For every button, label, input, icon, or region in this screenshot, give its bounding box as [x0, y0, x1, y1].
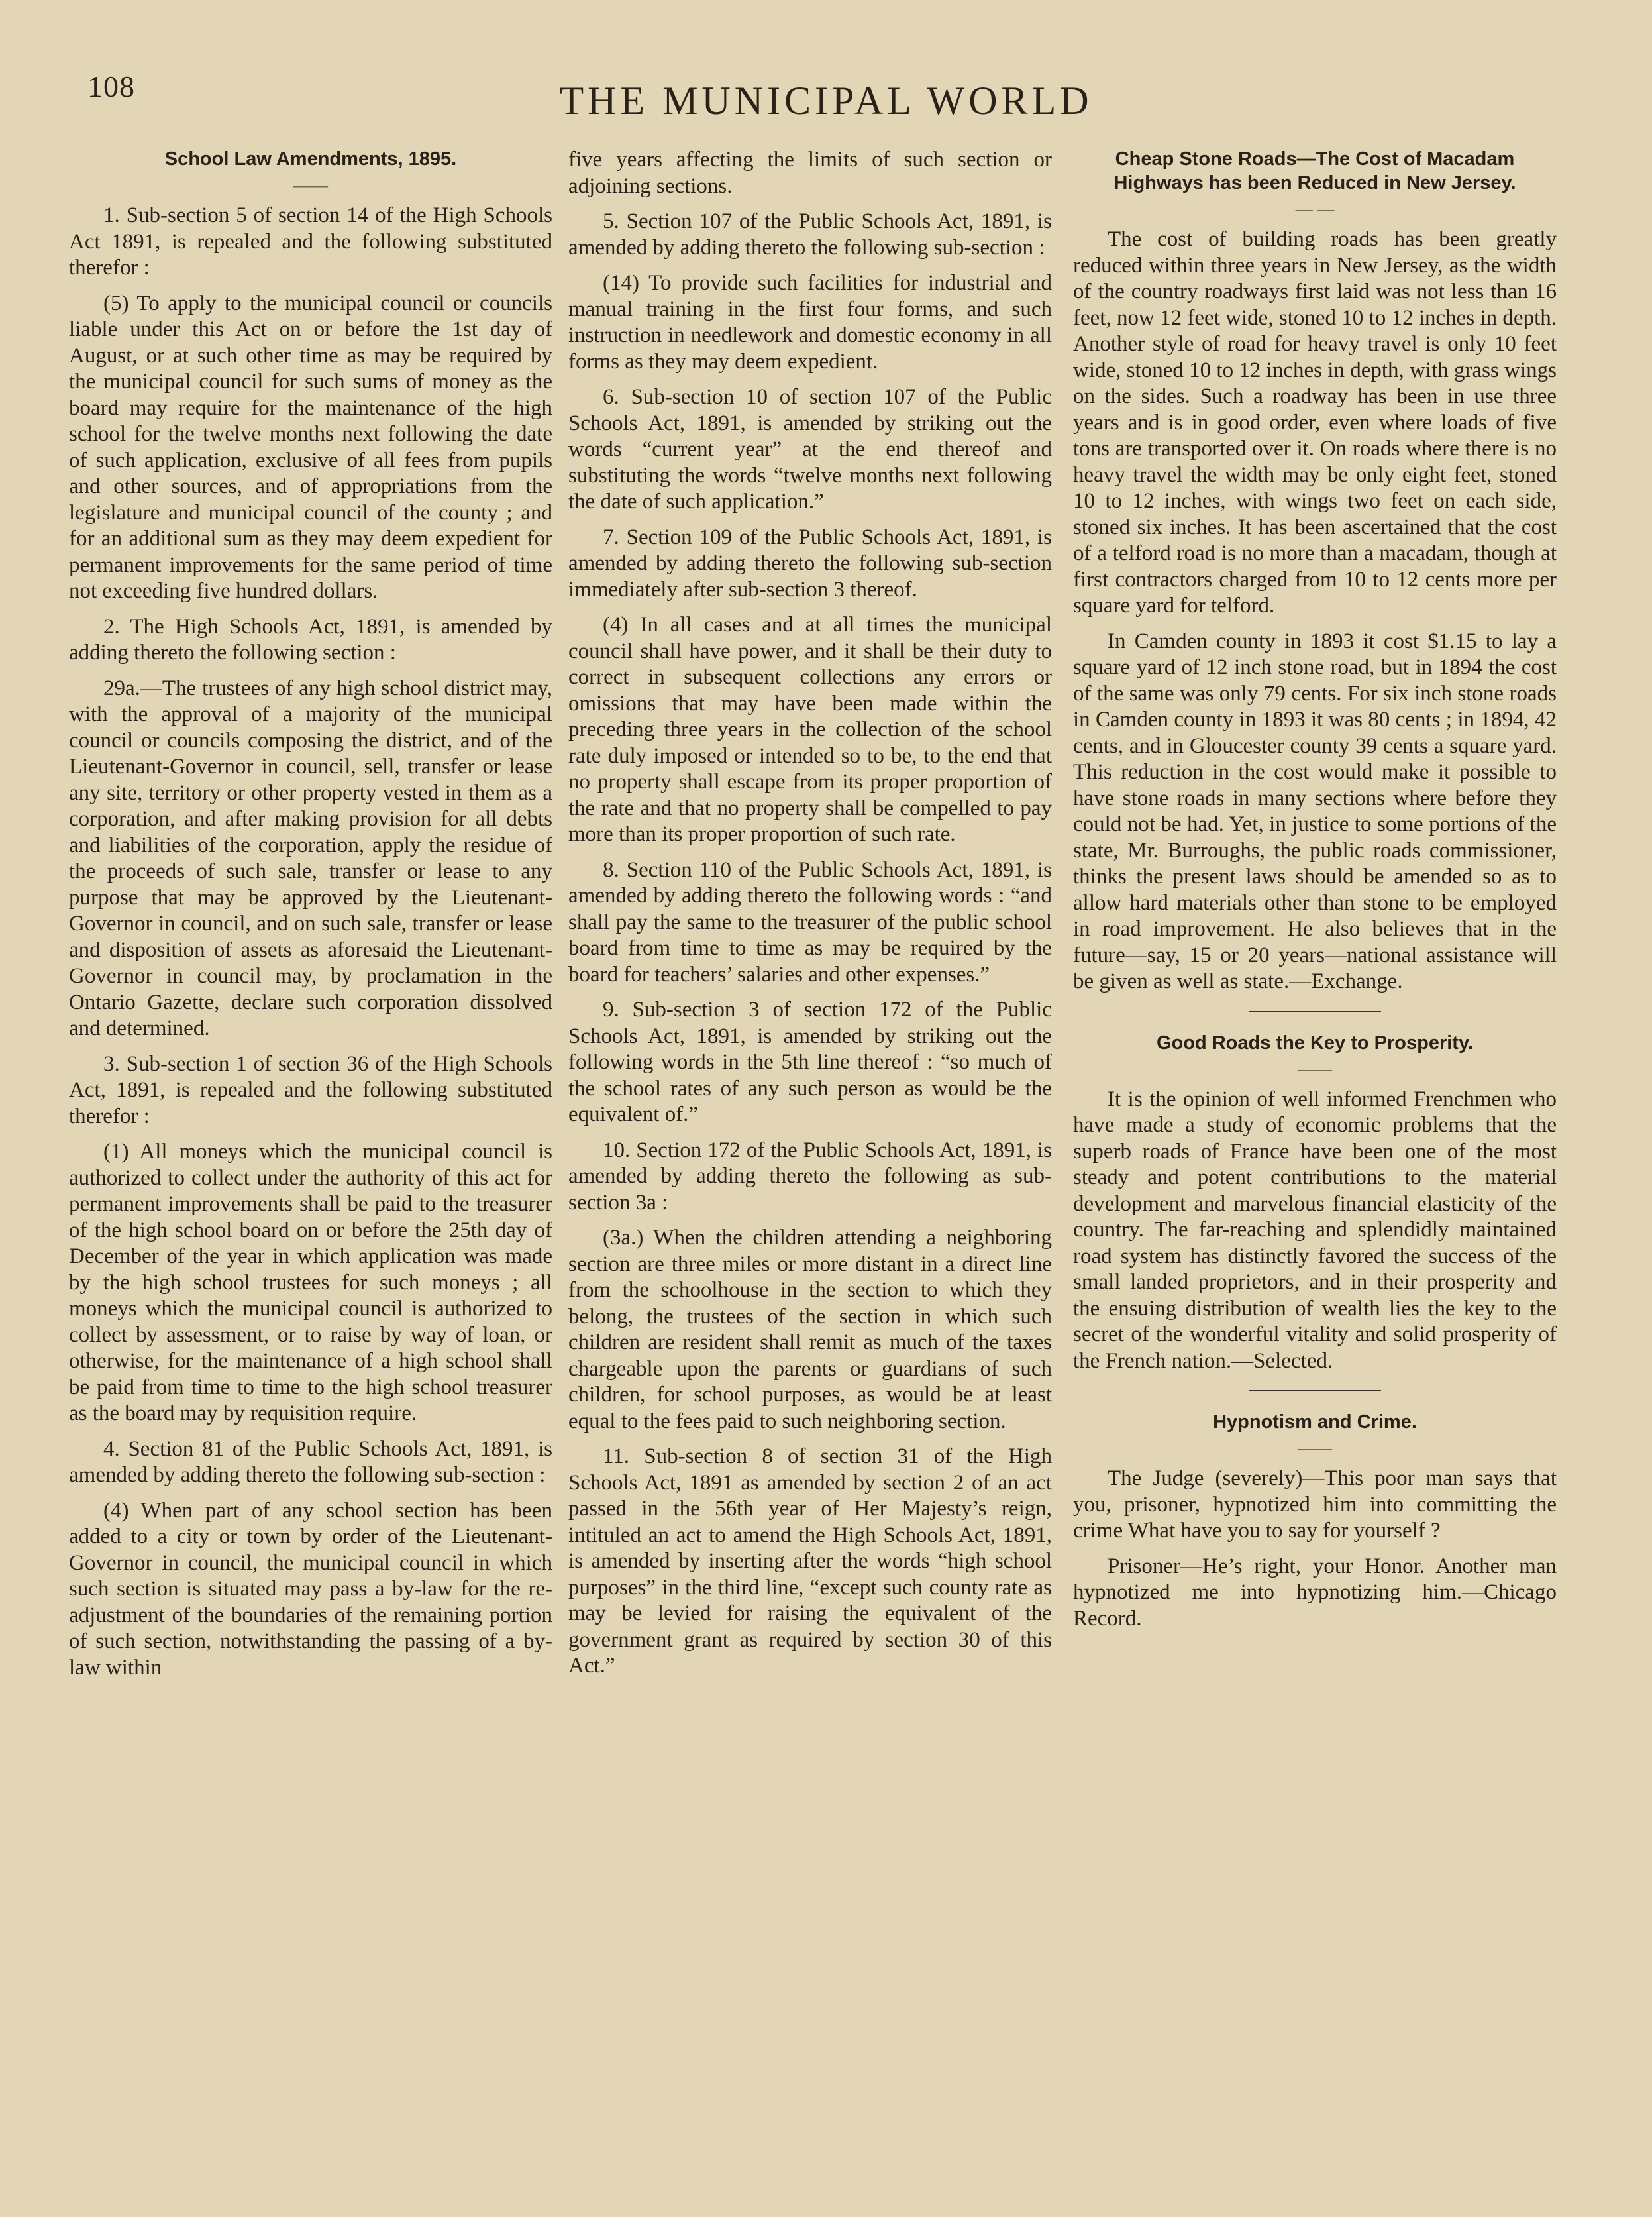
section-rule — [1249, 1390, 1381, 1391]
paragraph: 29a.—The trustees of any high school district may, with the approval of a majority of the municipal council or councils composing the district, and of the Lieutenant-Governor in council, sell, transfer or lease any site, territory or other property vested in them as a corporation, and after making provision for all debts and liabilities of the corporation, apply the residue of the proceeds of such sale, transfer or lease to any purpose that may be approved by the Lieutenant-Governor in council, and on such sale, transfer or lease and disposition of assets as aforesaid the Lieutenant-Governor in council may, by proclamation in the Ontario Gazette, declare such corporation dissolved and determined. — [69, 676, 552, 1040]
heading-divider: —— — [1298, 1438, 1332, 1458]
heading-divider: —— — [293, 176, 328, 195]
paragraph: 1. Sub-section 5 of section 14 of the High Schools Act 1891, is repealed and the following substituted therefor : — [69, 203, 552, 280]
section-rule — [1249, 1011, 1381, 1012]
paragraph: (1) All moneys which the municipal council is authorized to collect under the authority of this act for permanent improvements shall be paid to the treasurer of the high school board on or before the 25th day of December of the year in which application was made by the high school trustees for such moneys ; all moneys which the municipal council is authorized to collect by assessment, or to raise by way of loan, or otherwise, for the maintenance of a high school shall be paid from time to time to the high school treasurer as the board may by requisition require. — [69, 1140, 552, 1425]
paragraph: 4. Section 81 of the Public Schools Act, 1891, is amended by adding thereto the following sub-section : — [69, 1436, 552, 1487]
paragraph: 8. Section 110 of the Public Schools Act, 1891, is amended by adding thereto the following words : “and shall pay the same to the treasurer of the public school board from time to time as may be required by the board for teachers’ salaries and other expenses.” — [568, 857, 1052, 987]
heading-divider: —— — [1298, 1059, 1332, 1079]
article-heading-school-law: School Law Amendments, 1895. — [164, 148, 457, 170]
masthead-title: THE MUNICIPAL WORLD — [559, 79, 1093, 123]
paragraph: 3. Sub-section 1 of section 36 of the High Schools Act, 1891, is repealed and the following substituted therefor : — [69, 1052, 552, 1128]
paragraph: five years affecting the limits of such section or adjoining sections. — [568, 148, 1052, 198]
paragraph: 6. Sub-section 10 of section 107 of the Public Schools Act, 1891, is amended by striking out the words “current year” at the end thereof and substituting the words “twelve months next following the date of such application.” — [568, 385, 1052, 514]
paragraph: It is the opinion of well informed Frenchmen who have made a study of economic problems that the superb roads of France have been one of the most steady and potent contributions to the material development and marvelous financial elasticity of the country. The far-reaching and splendidly maintained road system has distinctly favored the success of the small landed proprietors, and in their prosperity and the ensuing distribution of wealth lies the key to the secret of the wonderful vitality and solid prosperity of the French nation.—Selected. — [1073, 1087, 1557, 1373]
paragraph: 2. The High Schools Act, 1891, is amended by adding thereto the following section : — [69, 614, 552, 665]
paragraph: (4) When part of any school section has been added to a city or town by order of the Lieutenant-Governor in council, the municipal council in which such section is situated may pass a by-law for the re-adjustment of the boundaries of the remaining portion of such section, notwithstanding the passing of a by-law within — [69, 1498, 552, 1680]
paragraph: In Camden county in 1893 it cost $1.15 to lay a square yard of 12 inch stone road, but in 1894 the cost of the same was only 79 cents. For six inch stone roads in Camden county in 1893 it was 80 cents ; in 1894, 42 cents, and in Gloucester county 39 cents a square yard. This reduction in the cost would make it possible to have stone roads in many sections where before they could not be had. Yet, in justice to some portions of the state, Mr. Burroughs, the public roads commissioner, thinks the present laws should be amended so as to allow hard materials other than stone to be employed in road improvement. He also believes that in the future—say, 15 or 20 years—national assistance will be given as well as state.—Exchange. — [1073, 629, 1557, 993]
paragraph: 9. Sub-section 3 of section 172 of the Public Schools Act, 1891, is amended by striking out the following words in the 5th line thereof : “so much of the school rates of any such person as would be the equivalent of.” — [568, 998, 1052, 1126]
paragraph: (4) In all cases and at all times the municipal council shall have power, and it shall be their duty to correct in subsequent collections any errors or omissions that may have been made within the preceding three years in the collection of the school rate duly imposed or intended so to be, to the end that no property shall escape from its proper proportion of the rate and that no property shall be compelled to pay more than its proper proportion of such rate. — [568, 613, 1052, 846]
paragraph: 11. Sub-section 8 of section 31 of the High Schools Act, 1891 as amended by section 2 of an act passed in the 56th year of Her Majesty’s reign, intituled an act to amend the High Schools Act, 1891, is amended by inserting after the words “high school purposes” in the third line, “except such county rate as may be levied for raising the equivalent of the government grant as required by section 30 of this Act.” — [568, 1444, 1052, 1678]
article-heading-good-roads: Good Roads the Key to Prosperity. — [1156, 1032, 1474, 1054]
paragraph: (5) To apply to the municipal council or councils liable under this Act on or before the 1st day of August, or at such other time as may be required by the municipal council for such sums of money as the board may require for the maintenance of the high school for the twelve months next following the date of such application, exclusive of all fees from pupils and other sources, and of appropriations from the legislature and municipal council of the county ; and for an additional sum as they may deem expedient for permanent improvements for the same period of time not exceeding five hundred dollars. — [69, 291, 552, 603]
paragraph: 7. Section 109 of the Public Schools Act, 1891, is amended by adding thereto the following sub-section immediately after sub-section 3 thereof. — [568, 525, 1052, 602]
paragraph: Prisoner—He’s right, your Honor. Another man hypnotized me into hypnotizing him.—Chicago Record. — [1073, 1554, 1557, 1631]
column-1 — [69, 147, 552, 1690]
article-heading-cheap-stone-roads: Cheap Stone Roads—The Cost of Macadam Highways has been Reduced in New Jersey. — [1113, 148, 1516, 193]
paragraph: (14) To provide such facilities for industrial and manual training in the first four forms, and such instruction in needlework and domestic economy in all forms as they may deem expedient. — [568, 271, 1052, 374]
column-2 — [568, 147, 1052, 1689]
paragraph: The cost of building roads has been greatly reduced within three years in New Jersey, as the width of the country roadways first laid was not less than 16 feet, now 12 feet wide, stoned 10 to 12 inches in depth. Another style of road for heavy travel is only 10 feet wide, stoned 10 to 12 inches in depth, with grass wings on the sides. Such a roadway has been in use three years and is in good order, even where loads of five tons are transported over it. On roads where there is no heavy travel the width may be only eight feet, stoned 10 to 12 inches, with wings two feet on each side, stoned six inches. It has been ascertained that the cost of a telford road is no more than a macadam, though at first contractors charged from 10 to 12 cents more per square yard for telford. — [1073, 227, 1557, 618]
paragraph: The Judge (severely)—This poor man says that you, prisoner, hypnotized him into committing the crime What have you to say for yourself ? — [1073, 1466, 1557, 1542]
article-heading-hypnotism: Hypnotism and Crime. — [1213, 1411, 1417, 1433]
heading-divider: — — — [1295, 199, 1335, 219]
column-3 — [1073, 147, 1557, 1641]
paragraph: 5. Section 107 of the Public Schools Act, 1891, is amended by adding thereto the following sub-section : — [568, 209, 1052, 260]
paragraph: (3a.) When the children attending a neighboring section are three miles or more distant in a direct line from the schoolhouse in the section to which they belong, the trustees of the section in which such children are resident shall remit as much of the taxes chargeable upon the parents or guardians of such children, for school purposes, as would be at least equal to the fees paid to such neighboring section. — [568, 1226, 1052, 1433]
page-number: 108 — [87, 70, 135, 103]
paragraph: 10. Section 172 of the Public Schools Act, 1891, is amended by adding thereto the following as sub-section 3a : — [568, 1138, 1052, 1215]
